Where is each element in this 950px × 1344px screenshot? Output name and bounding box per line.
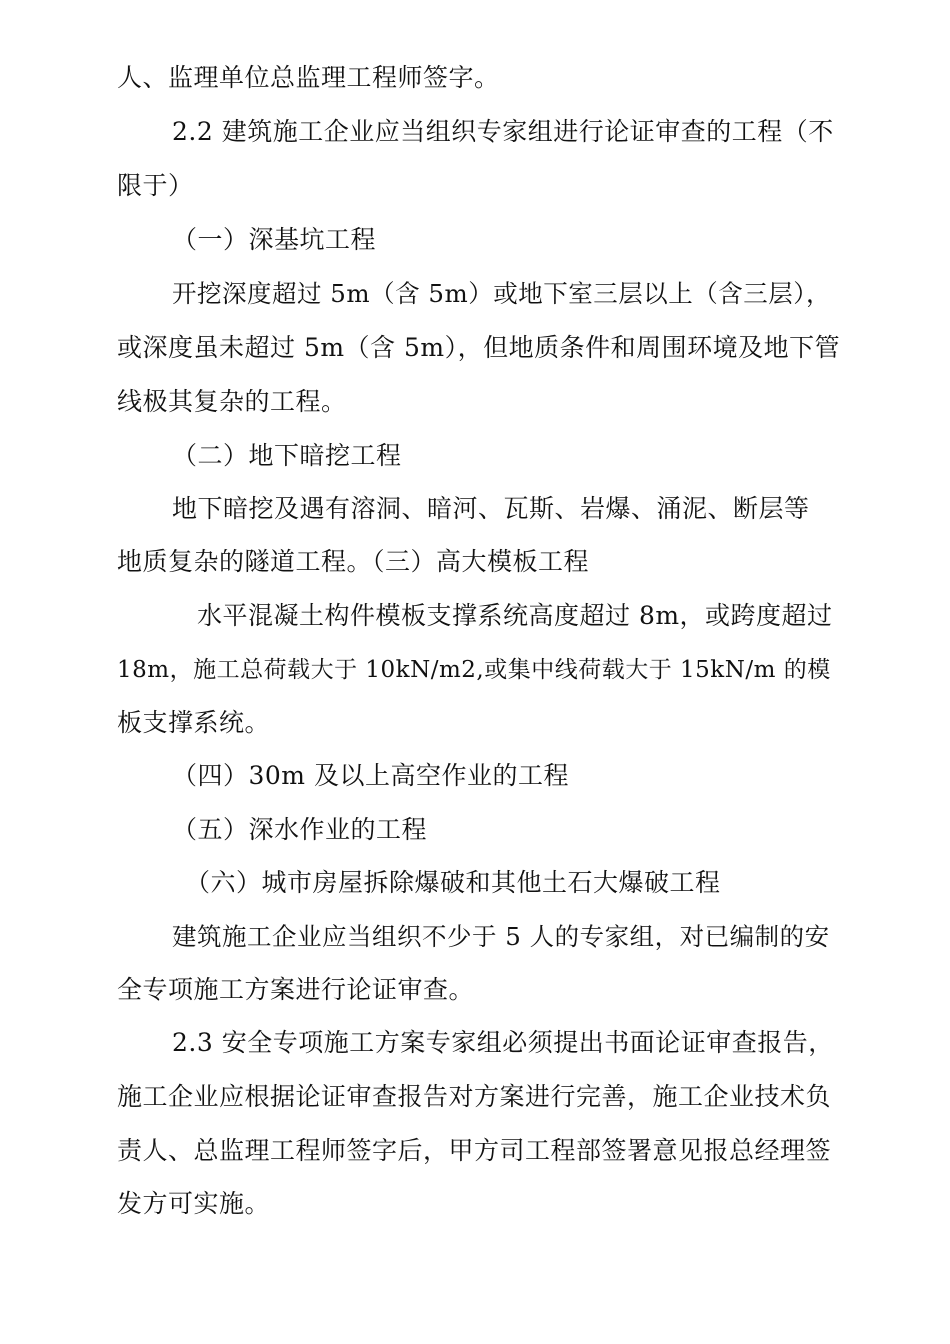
text-line: 地质复杂的隧道工程。（三）高大模板工程: [117, 547, 590, 576]
text-line: 人、监理单位总监理工程师签字。: [117, 63, 500, 92]
subheading-4: （四）30m 及以上高空作业的工程: [172, 761, 569, 790]
subheading-2: （二）地下暗挖工程: [172, 441, 402, 470]
text-line: 开挖深度超过 5m（含 5m）或地下室三层以上（含三层），: [172, 279, 831, 308]
text-line: 或深度虽未超过 5m（含 5m），但地质条件和周围环境及地下管: [117, 333, 841, 362]
text-line: 发方可实施。: [117, 1189, 271, 1218]
text-line: 责人、总监理工程师签字后，甲方司工程部签署意见报总经理签: [117, 1136, 832, 1165]
text-line: 施工企业应根据论证审查报告对方案进行完善，施工企业技术负: [117, 1082, 832, 1111]
text-line: 线极其复杂的工程。: [117, 387, 347, 416]
subheading-5: （五）深水作业的工程: [172, 815, 428, 844]
text-line: 18m，施工总荷载大于 10kN/m2,或集中线荷载大于 15kN/m 的模: [117, 657, 831, 683]
text-line: 水平混凝土构件模板支撑系统高度超过 8m，或跨度超过: [197, 601, 833, 630]
text-line: 全专项施工方案进行论证审查。: [117, 975, 475, 1004]
subheading-6: （六）城市房屋拆除爆破和其他土石大爆破工程: [185, 868, 721, 897]
section-heading-2-2: 2.2 建筑施工企业应当组织专家组进行论证审查的工程（不: [172, 117, 834, 146]
text-line: 建筑施工企业应当组织不少于 5 人的专家组，对已编制的安: [172, 922, 830, 951]
section-heading-2-3: 2.3 安全专项施工方案专家组必须提出书面论证审查报告，: [172, 1028, 834, 1057]
text-line: 板支撑系统。: [117, 708, 271, 737]
subheading-1: （一）深基坑工程: [172, 225, 377, 254]
text-line: 地下暗挖及遇有溶洞、暗河、瓦斯、岩爆、涌泥、断层等: [172, 494, 810, 523]
text-line: 限于）: [117, 171, 194, 200]
